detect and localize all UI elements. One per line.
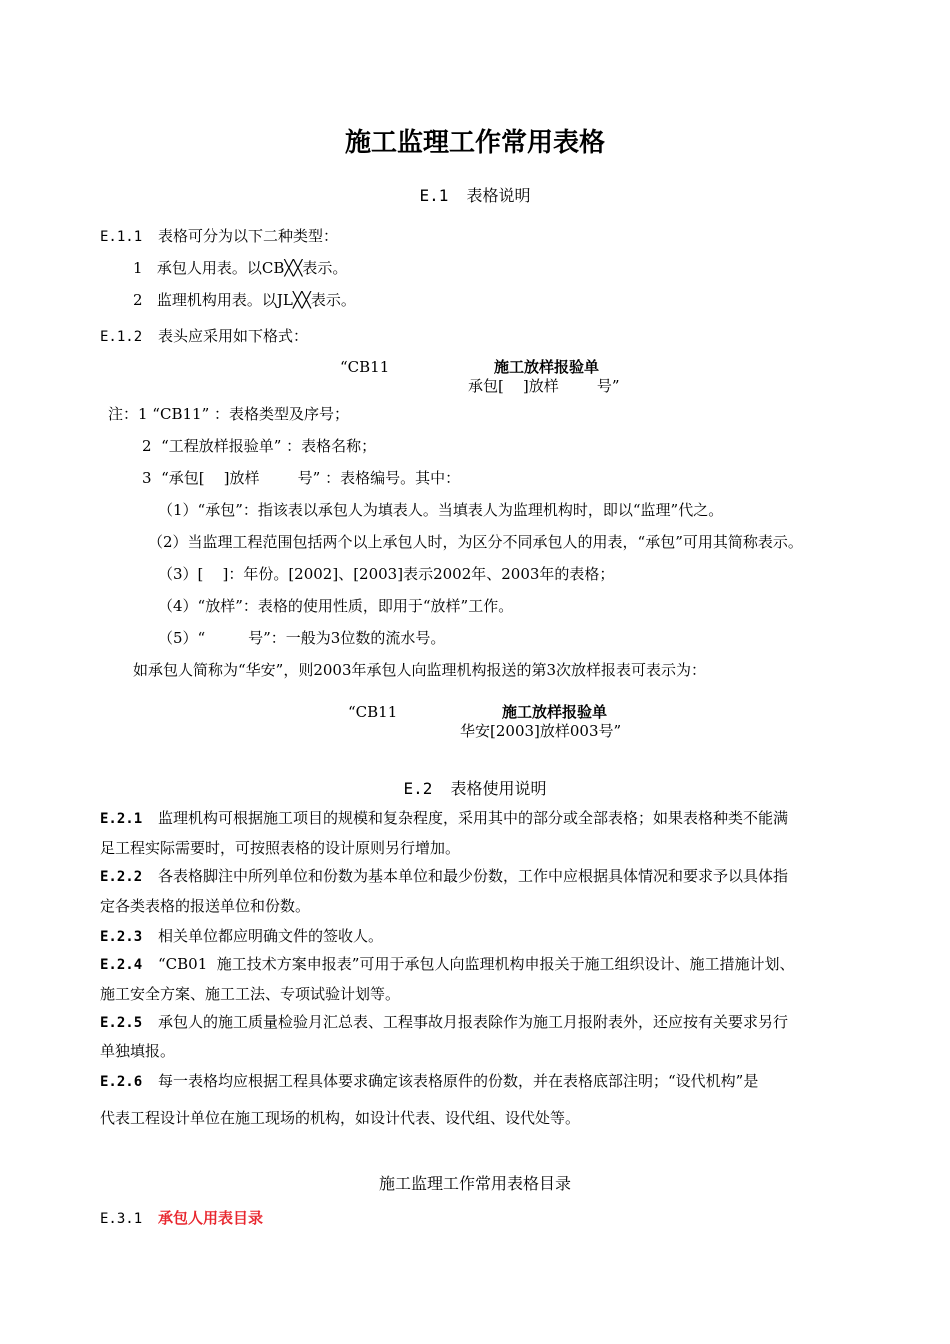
clause-number: E.1.1 — [100, 229, 143, 245]
paragraph-continuation: 施工安全方案、施工工法、专项试验计划等。 — [100, 985, 401, 1003]
note-line: 注：1 “CB11” ：表格类型及序号； — [108, 405, 350, 423]
note-line: 3 “承包[ ]放样 号” ：表格编号。其中： — [142, 469, 461, 487]
clause-text: 表头应采用如下格式： — [158, 327, 309, 345]
clause-number: E.2.6 — [100, 1074, 143, 1090]
paragraph-e12 — [100, 326, 308, 347]
clause-text: 每一表格均应根据工程具体要求确定该表格原件的份数，并在表格底部注明；“设代机构”是 — [158, 1072, 759, 1090]
note-sub-line: （4）“放样”：表格的使用性质，即用于“放样”工作。 — [158, 597, 514, 615]
clause-number: E.1.2 — [100, 329, 143, 345]
paragraph-e23 — [100, 926, 383, 947]
example-form-number: 承包[ ]放样 号” — [468, 377, 620, 395]
clause-number: E.2.5 — [100, 1015, 143, 1031]
example-form-name: 施工放样报验单 — [494, 358, 600, 376]
catalog-subtitle: 承包人用表目录 — [158, 1209, 264, 1227]
note-sub-line: （5）“ 号”：一般为3位数的流水号。 — [158, 629, 446, 647]
paragraph-continuation: 单独填报。 — [100, 1042, 176, 1060]
note-sub-line: （2）当监理工程范围包括两个以上承包人时，为区分不同承包人的用表，“承包”可用其简称表示。 — [148, 533, 803, 551]
paragraph-e31 — [100, 1208, 263, 1229]
paragraph-e25 — [100, 1012, 788, 1033]
section-number: E.2 — [403, 779, 433, 798]
catalog-title: 施工监理工作常用表格目录 — [378, 1174, 571, 1193]
paragraph-e11 — [100, 226, 338, 247]
clause-text: 表格可分为以下二种类型： — [158, 227, 339, 245]
example-sentence: 如承包人简称为“华安”，则2003年承包人向监理机构报送的第3次放样报表可表示为： — [133, 661, 707, 679]
note-line: 2 “工程放样报验单” ：表格名称； — [142, 437, 377, 455]
clause-number: E.2.3 — [100, 929, 143, 945]
paragraph-e22 — [100, 866, 788, 887]
section-label: 表格说明 — [466, 186, 531, 205]
list-item: 1 承包人用表。以CB╳╳表示。 — [133, 259, 348, 277]
note-sub-line: （3）[ ]：年份。[2002]、[2003]表示2002年、2003年的表格； — [158, 565, 615, 583]
clause-number: E.2.1 — [100, 811, 143, 827]
paragraph-continuation: 代表工程设计单位在施工现场的机构，如设计代表、设代组、设代处等。 — [100, 1109, 581, 1127]
example-form-name: 施工放样报验单 — [502, 703, 608, 721]
clause-text: “CB01 施工技术方案申报表”可用于承包人向监理机构申报关于施工组织设计、施工措施计划、 — [158, 955, 795, 973]
clause-text: 承包人的施工质量检验月汇总表、工程事故月报表除作为施工月报附表外，还应按有关要求另行 — [158, 1013, 789, 1031]
clause-number: E.3.1 — [100, 1211, 143, 1227]
clause-number: E.2.4 — [100, 957, 143, 973]
list-item: 2 监理机构用表。以JL╳╳表示。 — [133, 291, 356, 309]
paragraph-e24 — [100, 954, 794, 975]
section-e2-heading — [0, 776, 950, 799]
clause-text: 相关单位都应明确文件的签收人。 — [158, 927, 384, 945]
clause-text: 各表格脚注中所列单位和份数为基本单位和最少份数，工作中应根据具体情况和要求予以具体指 — [158, 867, 789, 885]
paragraph-continuation: 足工程实际需要时，可按照表格的设计原则另行增加。 — [100, 839, 461, 857]
clause-number: E.2.2 — [100, 869, 143, 885]
section-number: E.1 — [419, 186, 449, 205]
example-form-code: “CB11 — [348, 703, 398, 721]
paragraph-e21 — [100, 808, 788, 829]
example-form-code: “CB11 — [340, 358, 390, 376]
section-label: 表格使用说明 — [450, 779, 547, 798]
paragraph-e26 — [100, 1071, 758, 1092]
note-sub-line: （1）“承包”：指该表以承包人为填表人。当填表人为监理机构时，即以“监理”代之。 — [158, 501, 724, 519]
document-title: 施工监理工作常用表格 — [344, 128, 605, 158]
example-form-number: 华安[2003]放样003号” — [460, 722, 622, 740]
section-e1-heading — [0, 183, 950, 206]
paragraph-continuation: 定各类表格的报送单位和份数。 — [100, 897, 311, 915]
clause-text: 监理机构可根据施工项目的规模和复杂程度，采用其中的部分或全部表格；如果表格种类不能满 — [158, 809, 789, 827]
